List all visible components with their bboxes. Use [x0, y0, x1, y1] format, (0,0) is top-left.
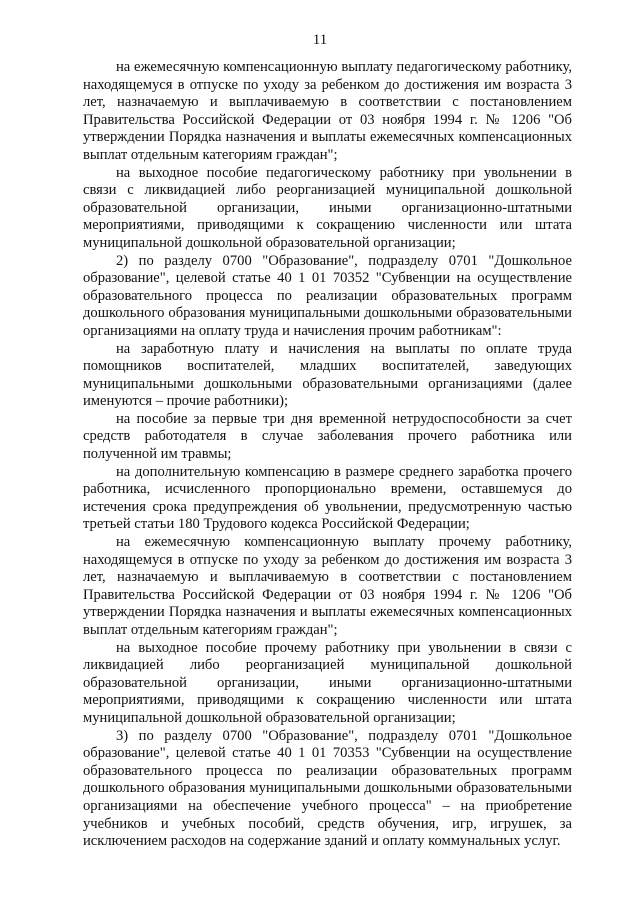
paragraph: на выходное пособие педагогическому работнику при увольнении в связи с ликвидацией либо реорганизацией муниципальной дошкольной образовательной организации, иными организационно-штатными мероприятиями, приводящими к сокращению численности или штата муниципальной дошкольной образовательной организации; [83, 164, 572, 251]
paragraph: 3) по разделу 0700 "Образование", подразделу 0701 "Дошкольное образование", целевой статье 40 1 01 70353 "Субвенции на осуществление образовательного процесса по реализации образовательных программ дошкольного образования муниципальными дошкольными образовательными организациями на обеспечение учебного процесса" – на приобретение учебников и учебных пособий, средств обучения, игр, игрушек, за исключением расходов на содержание зданий и оплату коммунальных услуг. [83, 727, 572, 850]
paragraph: на пособие за первые три дня временной нетрудоспособности за счет средств работодателя в случае заболевания прочего работника или полученной им травмы; [83, 410, 572, 463]
paragraph: на ежемесячную компенсационную выплату прочему работнику, находящемуся в отпуске по уходу за ребенком до достижения им возраста 3 лет, назначаемую и выплачиваемую в соответствии с постановлением Правительства Российской Федерации от 03 ноября 1994 г. № 1206 "Об утверждении Порядка назначения и выплаты ежемесячных компенсационных выплат отдельным категориям граждан"; [83, 534, 572, 638]
paragraph: 2) по разделу 0700 "Образование", подразделу 0701 "Дошкольное образование", целевой статье 40 1 01 70352 "Субвенции на осуществление образовательного процесса по реализации образовательных программ дошкольного образования муниципальными дошкольными образовательными организациями на оплату труда и начисления прочим работникам": [83, 252, 572, 339]
paragraph: на выходное пособие прочему работнику при увольнении в связи с ликвидацией либо реорганизацией муниципальной дошкольной образовательной организации, иными организационно-штатными мероприятиями, приводящими к сокращению численности или штата муниципальной дошкольной образовательной организации; [83, 639, 572, 726]
paragraph: на дополнительную компенсацию в размере среднего заработка прочего работника, исчисленного пропорционально времени, оставшемуся до истечения срока предупреждения об увольнении, предусмотренную частью третьей статьи 180 Трудового кодекса Российской Федерации; [83, 463, 572, 533]
page-number: 11 [312, 32, 328, 48]
document-body [83, 59, 572, 851]
paragraph: на ежемесячную компенсационную выплату педагогическому работнику, находящемуся в отпуске по уходу за ребенком до достижения им возраста 3 лет, назначаемую и выплачиваемую в соответствии с постановлением Правительства Российской Федерации от 03 ноября 1994 г. № 1206 "Об утверждении Порядка назначения и выплаты ежемесячных компенсационных выплат отдельным категориям граждан"; [83, 59, 572, 163]
paragraph: на заработную плату и начисления на выплаты по оплате труда помощников воспитателей, младших воспитателей, заведующих муниципальными дошкольными образовательными организациями (далее именуются – прочие работники); [83, 340, 572, 410]
